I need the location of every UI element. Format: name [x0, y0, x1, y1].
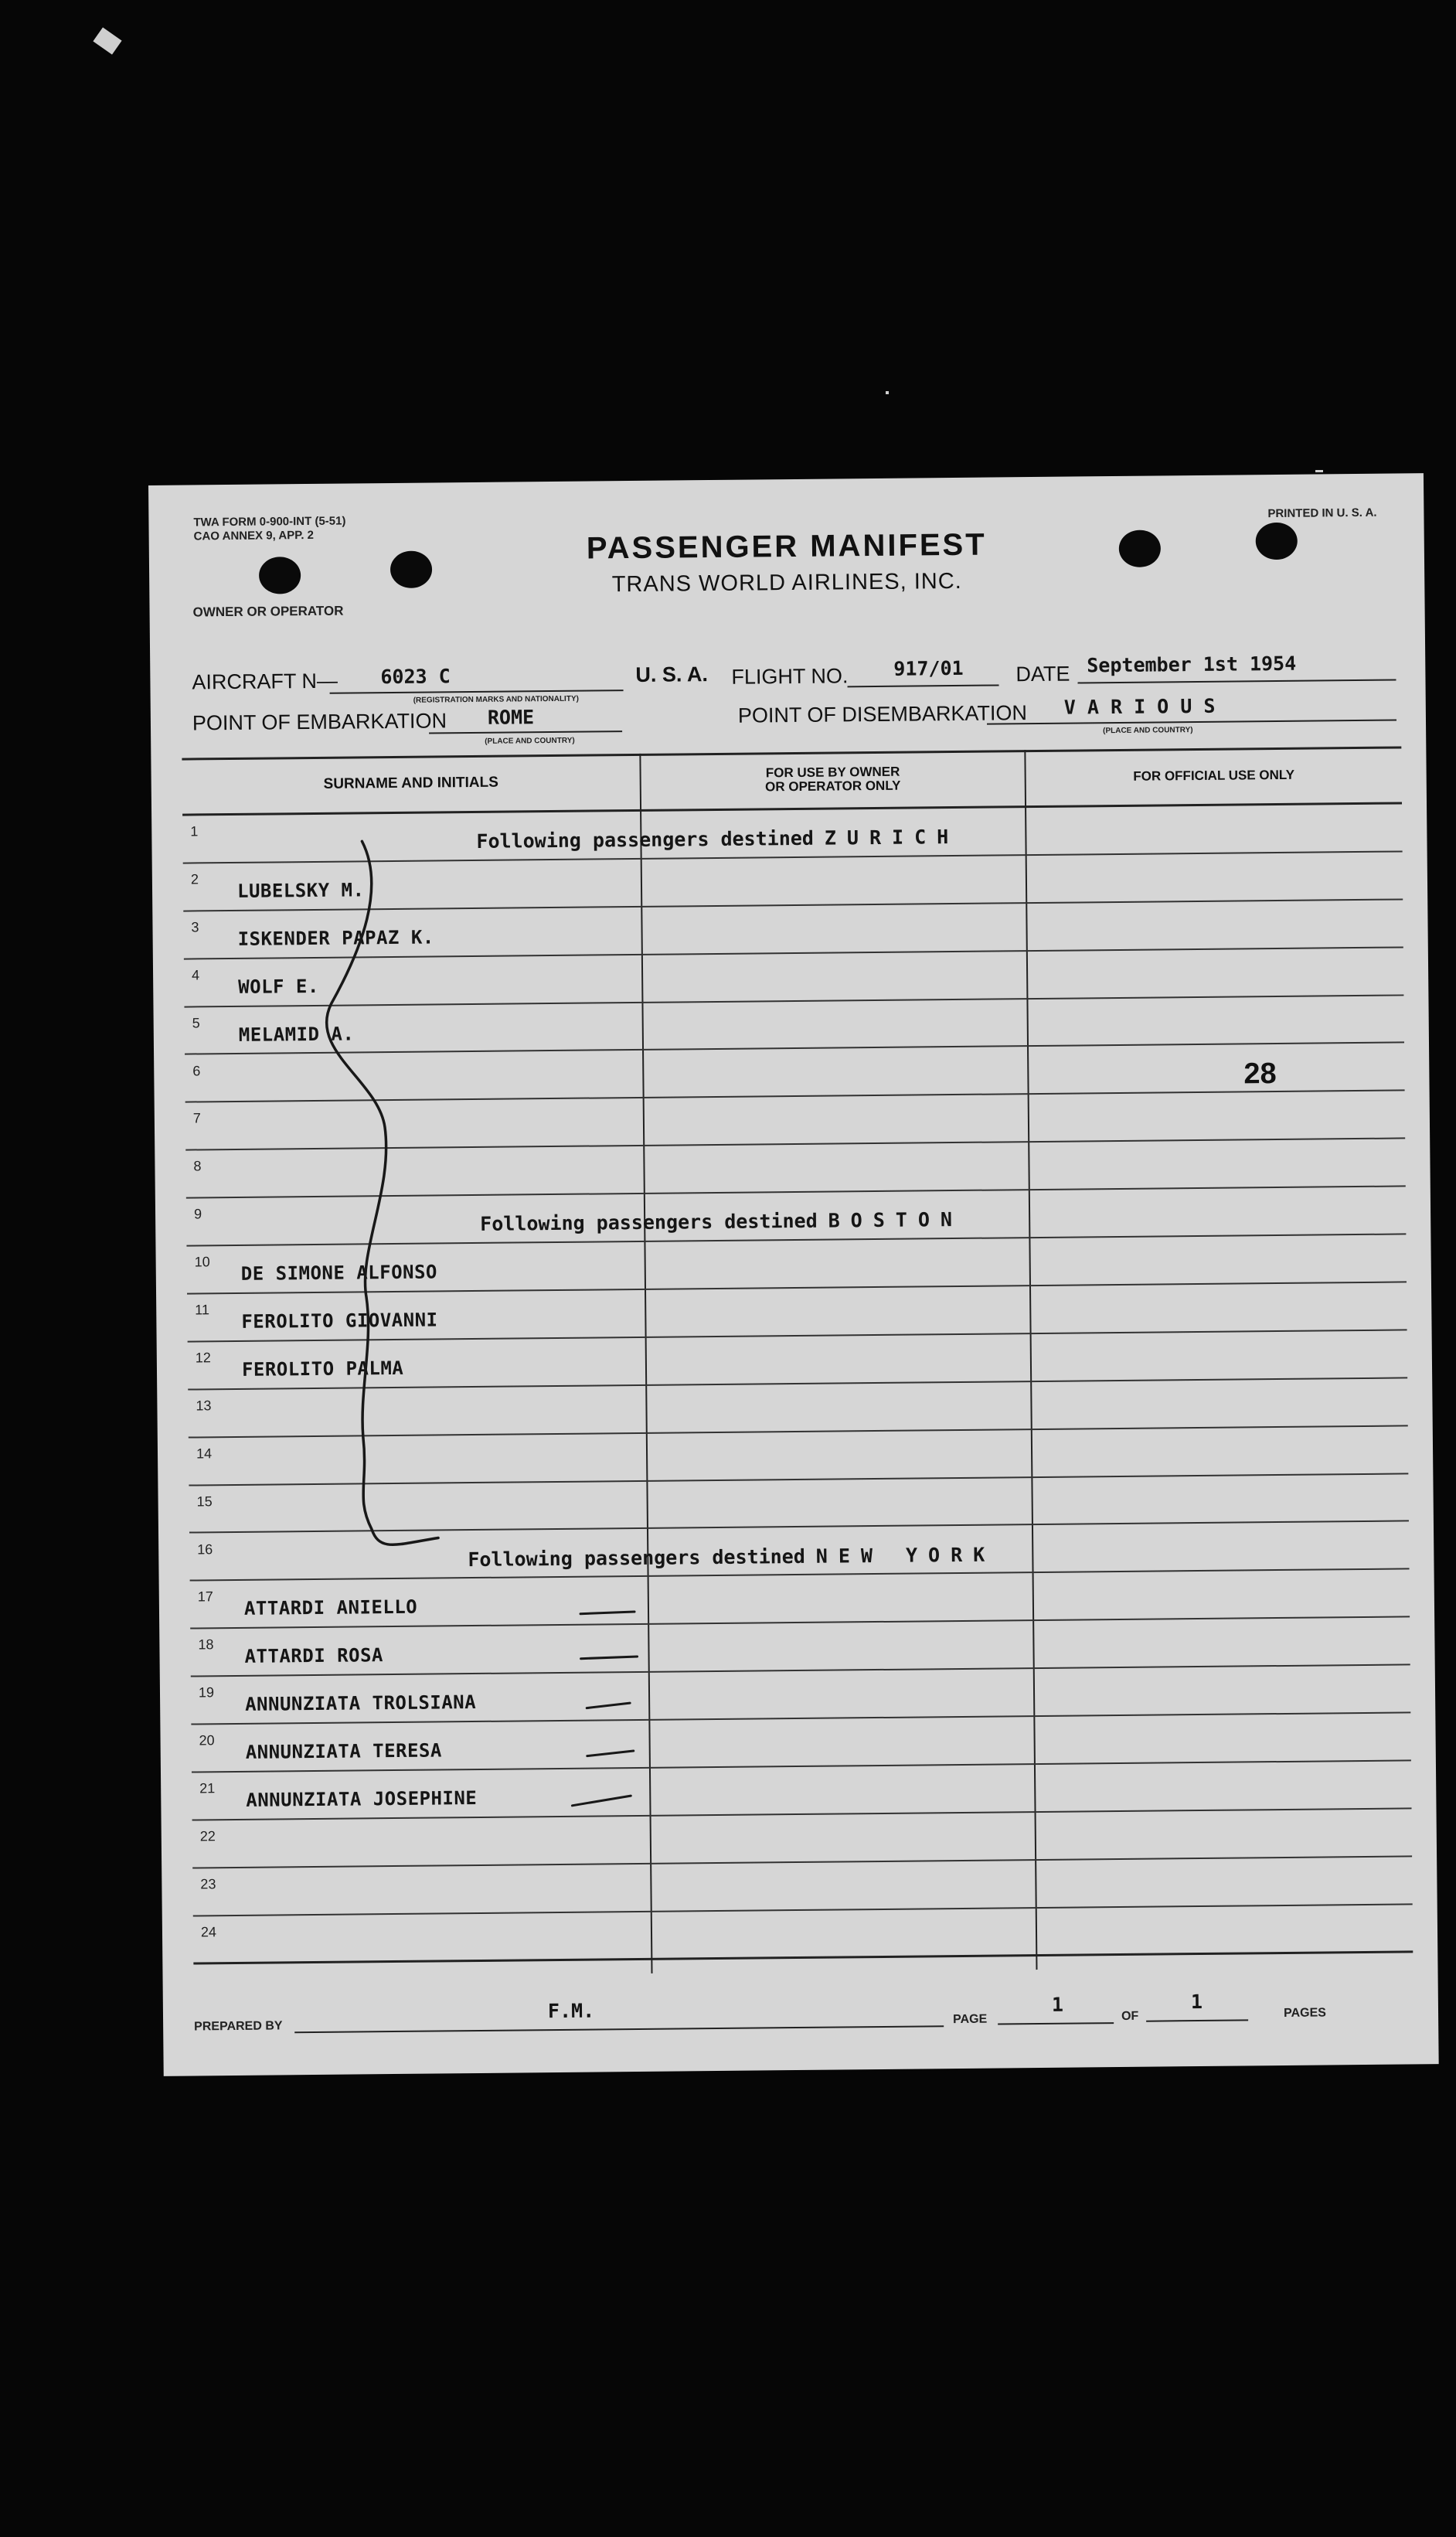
row-number: 6	[192, 1062, 201, 1078]
destination-city: NEW YORK	[815, 1543, 996, 1568]
date-label: DATE	[1015, 662, 1070, 686]
row-number: 16	[197, 1541, 213, 1557]
passenger-name: ISKENDER PAPAZ K.	[237, 926, 434, 950]
pages-label: PAGES	[1283, 2006, 1326, 2020]
dash-mark-21	[572, 1796, 631, 1806]
disembark-underline	[987, 720, 1396, 725]
page-label: PAGE	[953, 2012, 988, 2027]
printed-in: PRINTED IN U. S. A.	[1267, 506, 1377, 521]
form-id-line2: CAO ANNEX 9, APP. 2	[193, 528, 315, 543]
row-number: 15	[196, 1493, 213, 1510]
row-number: 3	[191, 919, 199, 935]
row-number: 7	[192, 1110, 201, 1126]
manifest-sheet	[148, 473, 1439, 2076]
manifest-footer	[194, 1988, 1414, 2046]
official-use-value: 28	[1243, 1057, 1277, 1090]
flight-number: 917/01	[893, 656, 964, 680]
owner-column-header: FOR USE BY OWNER OR OPERATOR ONLY	[764, 764, 901, 795]
airline-name: TRANS WORLD AIRLINES, INC.	[611, 568, 962, 598]
date-underline	[1077, 679, 1396, 684]
row-number: 9	[193, 1206, 202, 1222]
destination-city: ZURICH	[824, 825, 960, 850]
official-column-header: FOR OFFICIAL USE ONLY	[1133, 767, 1295, 784]
page-underline	[998, 2022, 1114, 2024]
embark-value: ROME	[487, 706, 535, 729]
row-number: 17	[197, 1589, 213, 1605]
dash-mark-17	[580, 1612, 634, 1614]
surname-column-header: SURNAME AND INITIALS	[323, 774, 498, 792]
row-number: 10	[194, 1254, 210, 1270]
row-number: 23	[200, 1876, 216, 1892]
flight-label: FLIGHT NO.	[731, 664, 849, 689]
embark-caption: (PLACE AND COUNTRY)	[485, 736, 575, 746]
embark-label: POINT OF EMBARKATION	[192, 709, 447, 735]
total-pages-underline	[1146, 2019, 1248, 2021]
disembark-label: POINT OF DISEMBARKATION	[737, 701, 1028, 727]
row-number: 21	[199, 1780, 216, 1796]
nationality: U. S. A.	[635, 662, 709, 686]
disembark-value: V A R I O U S	[1063, 694, 1216, 719]
row-number: 24	[200, 1923, 217, 1940]
passenger-name: ANNUNZIATA TERESA	[245, 1739, 443, 1763]
form-id-line1: TWA FORM 0-900-INT (5-51)	[193, 514, 346, 530]
passenger-name: ANNUNZIATA TROLSIANA	[245, 1691, 477, 1716]
passenger-name: ATTARDI ROSA	[244, 1644, 384, 1668]
date-value: September 1st 1954	[1087, 652, 1297, 677]
row-number: 5	[192, 1014, 200, 1031]
passenger-name: LUBELSKY M.	[236, 879, 365, 902]
handwritten-bracket-mark	[182, 751, 888, 1918]
dash-mark-20	[587, 1751, 634, 1756]
destination-text: Following passengers destined	[480, 1209, 818, 1236]
owner-label: OWNER OR OPERATOR	[192, 603, 344, 620]
dash-mark-19	[587, 1703, 630, 1708]
prepared-by-label: PREPARED BY	[194, 2019, 283, 2034]
row-number: 22	[199, 1828, 216, 1844]
row-number: 8	[193, 1158, 202, 1174]
dash-mark-18	[581, 1657, 638, 1659]
embark-underline	[429, 730, 622, 734]
scan-speck	[1315, 470, 1323, 472]
passenger-name: ATTARDI ANIELLO	[243, 1596, 418, 1620]
aircraft-registration: 6023 C	[380, 665, 451, 689]
scan-speck	[93, 27, 121, 54]
disembark-caption: (PLACE AND COUNTRY)	[1103, 726, 1193, 736]
row-number: 19	[198, 1684, 215, 1701]
passenger-name: MELAMID A.	[238, 1023, 355, 1046]
destination-text: Following passengers destined	[476, 826, 815, 853]
registration-caption: (REGISTRATION MARKS AND NATIONALITY)	[413, 694, 579, 705]
row-number: 14	[196, 1445, 213, 1462]
destination-text: Following passengers destined	[468, 1544, 805, 1571]
passenger-table	[182, 746, 1413, 1979]
bracket-curve-stroke	[325, 841, 438, 1546]
row-number: 1	[190, 823, 199, 839]
passenger-name: ANNUNZIATA JOSEPHINE	[246, 1786, 478, 1811]
passenger-name: DE SIMONE ALFONSO	[240, 1261, 438, 1285]
prepared-by-value: F.M.	[547, 1999, 595, 2023]
registration-underline	[330, 690, 624, 694]
row-number: 11	[195, 1302, 210, 1318]
total-pages: 1	[1190, 1990, 1203, 2014]
prepared-by-underline	[294, 2025, 944, 2033]
page-number: 1	[1051, 1993, 1064, 2016]
row-number: 2	[190, 871, 199, 887]
row-number: 13	[196, 1398, 212, 1414]
passenger-name: WOLF E.	[238, 975, 320, 998]
row-number: 18	[198, 1636, 214, 1653]
scan-speck	[886, 391, 889, 394]
row-number: 20	[199, 1732, 215, 1749]
destination-city: BOSTON	[828, 1208, 964, 1232]
of-label: OF	[1121, 2009, 1139, 2024]
passenger-name: FEROLITO GIOVANNI	[241, 1309, 438, 1333]
passenger-name: FEROLITO PALMA	[241, 1357, 404, 1381]
flight-underline	[848, 684, 999, 687]
row-number: 4	[191, 967, 200, 983]
page-title: PASSENGER MANIFEST	[586, 527, 987, 566]
row-number: 12	[195, 1350, 211, 1366]
aircraft-label: AIRCRAFT N—	[192, 669, 338, 694]
